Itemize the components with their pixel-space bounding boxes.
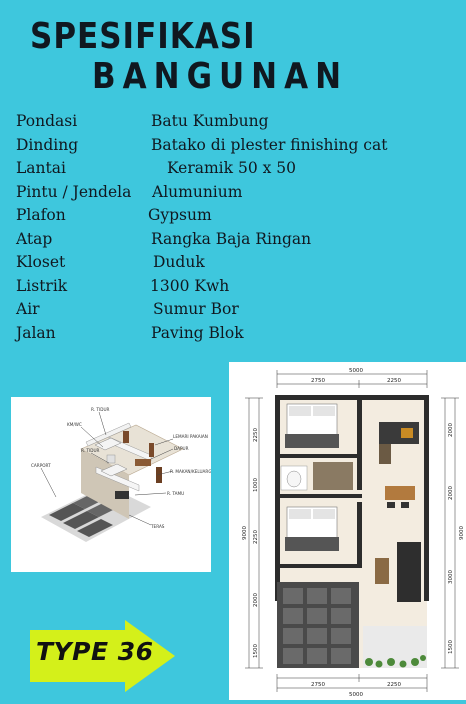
type-badge-label: TYPE 36 [36,637,154,666]
iso-label: CARPORT [31,463,51,468]
dim-bottom-left: 2750 [311,682,325,688]
iso-label: R. TIDUR [81,448,100,453]
iso-label: R. TIDUR [91,407,110,412]
spec-label: Pintu / Jendela [16,182,132,201]
title-line-1: SPESIFIKASI [30,16,256,58]
spec-value: Batu Kumbung [151,112,269,130]
spec-row [16,112,456,136]
spec-label: Jalan [16,323,56,342]
iso-label: DAPUR [174,446,189,451]
floor-plan-drawing [229,362,466,700]
spec-value: Batako di plester finishing cat [151,135,388,154]
isometric-house-drawing [11,397,211,572]
dim-bottom-total: 5000 [349,692,363,698]
spec-value: Alumunium [152,182,243,201]
spec-row [16,206,456,230]
dim-top-total: 5000 [349,368,363,374]
spec-label: Pondasi [16,112,78,130]
dim-bottom-right: 2250 [387,682,401,688]
spec-value: Keramik 50 x 50 [167,159,297,177]
dim-left-segment: 1500 [253,644,259,658]
dim-left-segment: 1000 [253,478,259,492]
spec-label: Air [16,300,40,318]
spec-row [16,253,456,277]
spec-value: Gypsum [148,206,212,224]
dim-left-segment: 2250 [253,428,259,442]
spec-label: Kloset [16,253,66,271]
iso-label: TERAS [151,524,165,529]
dim-right-segment: 1500 [448,640,454,654]
spec-label: Plafon [16,206,66,224]
dim-right-segment: 3000 [448,570,454,584]
spec-value: Rangka Baja Ringan [151,229,312,248]
spec-label: Dinding [16,135,79,154]
dim-top-right: 2250 [387,378,401,384]
spec-row [16,136,456,160]
spec-row [16,300,456,324]
floor-plan [229,362,466,700]
dim-left-segment: 2000 [253,593,259,607]
spec-row [16,159,456,183]
dim-right-total: 9000 [459,526,465,540]
isometric-house-illustration [11,397,211,572]
iso-label: LEMARI PAKAIAN [173,434,208,439]
dim-right-segment: 2000 [448,423,454,437]
spec-row [16,230,456,254]
spec-value: Duduk [153,253,205,271]
spec-row [16,277,456,301]
spec-label: Lantai [16,159,66,177]
spec-row [16,324,456,348]
dim-left-segment: 2250 [253,530,259,544]
specification-list [16,112,456,347]
spec-label: Atap [16,229,53,248]
iso-label: R. MAKAN/KELUARGA [170,469,211,474]
spec-row [16,183,456,207]
dim-right-segment: 2000 [448,486,454,500]
title-line-2: BANGUNAN [92,56,349,98]
iso-label: R. TAMU [167,491,185,496]
dim-left-total: 9000 [242,526,248,540]
spec-value: Paving Blok [151,323,244,342]
spec-label: Listrik [16,276,68,295]
spec-value: 1300 Kwh [150,276,230,295]
dim-top-left: 2750 [311,378,325,384]
spec-value: Sumur Bor [153,300,239,318]
iso-label: KM/WC [67,422,82,427]
